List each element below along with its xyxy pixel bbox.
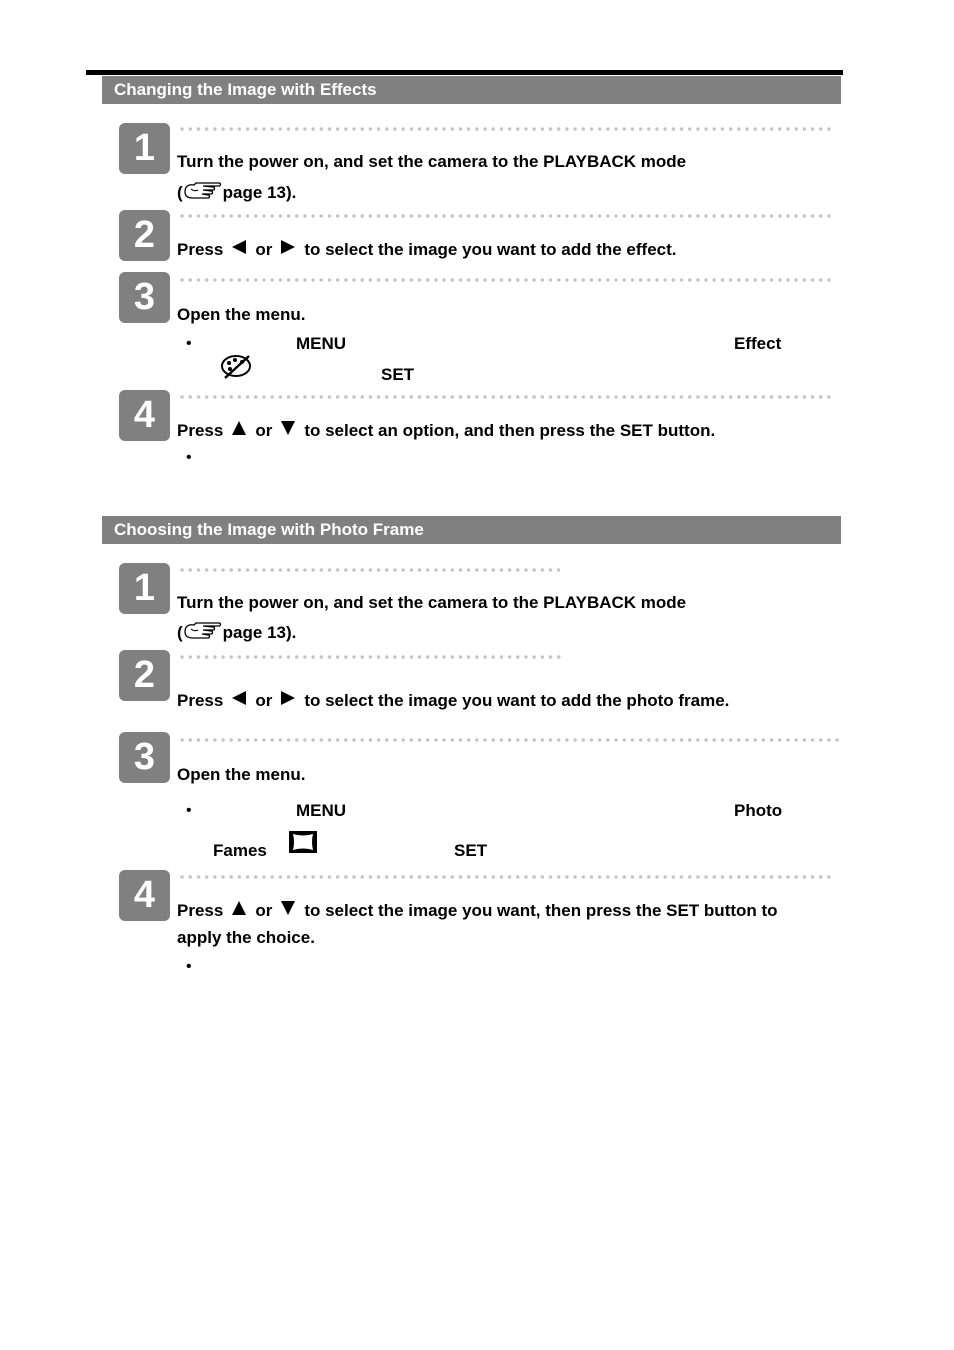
- effect-palette-icon: [219, 353, 253, 381]
- dotted-separator: [178, 875, 832, 879]
- step-4-text: [177, 900, 778, 921]
- step-3-badge: 3: [119, 732, 170, 783]
- step-1-badge: 1: [119, 123, 170, 174]
- paren-open: (: [177, 183, 183, 202]
- down-arrow-icon: [280, 900, 296, 916]
- step-4-text: [177, 420, 715, 441]
- step-2-text: [177, 690, 729, 711]
- step-2-badge: 2: [119, 650, 170, 701]
- press-label: Press: [177, 691, 224, 710]
- step-1-text: Turn the power on, and set the camera to the PLAYBACK mode: [177, 593, 687, 612]
- down-arrow-icon: [280, 420, 296, 436]
- step-4-badge: 4: [119, 390, 170, 441]
- step-1-text: Turn the power on, and set the camera to the PLAYBACK mode: [177, 152, 687, 171]
- frames-label: Fames: [213, 841, 267, 860]
- dotted-separator: [178, 655, 562, 659]
- bullet: •: [186, 802, 192, 819]
- menu-label: MENU: [296, 801, 347, 820]
- press-label: Press: [177, 421, 224, 440]
- effect-label: Effect: [734, 334, 782, 353]
- right-arrow-icon: [280, 239, 296, 255]
- step-2-rest: to select the image you want to add the photo frame.: [304, 691, 730, 710]
- section-header-effects: Changing the Image with Effects: [102, 76, 841, 104]
- step-1-page-ref: [177, 180, 296, 203]
- right-arrow-icon: [280, 690, 296, 706]
- press-label: Press: [177, 901, 224, 920]
- or-label: or: [255, 901, 273, 920]
- menu-label: MENU: [296, 334, 347, 353]
- step-3-text: Open the menu.: [177, 765, 306, 784]
- paren-open: (: [177, 623, 183, 642]
- top-rule: [86, 70, 843, 75]
- step-4-rest: to select the image you want, then press the SET button to: [304, 901, 778, 920]
- left-arrow-icon: [231, 239, 247, 255]
- step-4-badge: 4: [119, 870, 170, 921]
- step-1-page-ref: [177, 620, 296, 643]
- dotted-separator: [178, 738, 840, 742]
- bullet: •: [186, 449, 192, 466]
- dotted-separator: [178, 568, 560, 572]
- page-ref-text: page 13).: [222, 183, 297, 202]
- dotted-separator: [178, 214, 832, 218]
- step-3-badge: 3: [119, 272, 170, 323]
- up-arrow-icon: [231, 900, 247, 916]
- photo-frame-icon: [286, 828, 320, 856]
- dotted-separator: [178, 395, 832, 399]
- section-header-photo-frame: Choosing the Image with Photo Frame: [102, 516, 841, 544]
- photo-label: Photo: [734, 801, 783, 820]
- step-1-badge: 1: [119, 563, 170, 614]
- step-2-text: [177, 239, 677, 260]
- set-label: SET: [454, 841, 488, 860]
- step-4-text-line2: apply the choice.: [177, 928, 315, 947]
- bullet: •: [186, 335, 192, 352]
- or-label: or: [255, 691, 273, 710]
- dotted-separator: [178, 278, 832, 282]
- dotted-separator: [178, 127, 832, 131]
- press-label: Press: [177, 240, 224, 259]
- pointing-hand-icon: [183, 180, 223, 200]
- set-label: SET: [381, 365, 415, 384]
- step-3-text: Open the menu.: [177, 305, 306, 324]
- page-ref-text: page 13).: [222, 623, 297, 642]
- step-2-rest: to select the image you want to add the effect.: [304, 240, 677, 259]
- step-4-rest: to select an option, and then press the SET button.: [304, 421, 716, 440]
- step-2-badge: 2: [119, 210, 170, 261]
- pointing-hand-icon: [183, 620, 223, 640]
- up-arrow-icon: [231, 420, 247, 436]
- left-arrow-icon: [231, 690, 247, 706]
- or-label: or: [255, 240, 273, 259]
- bullet: •: [186, 958, 192, 975]
- or-label: or: [255, 421, 273, 440]
